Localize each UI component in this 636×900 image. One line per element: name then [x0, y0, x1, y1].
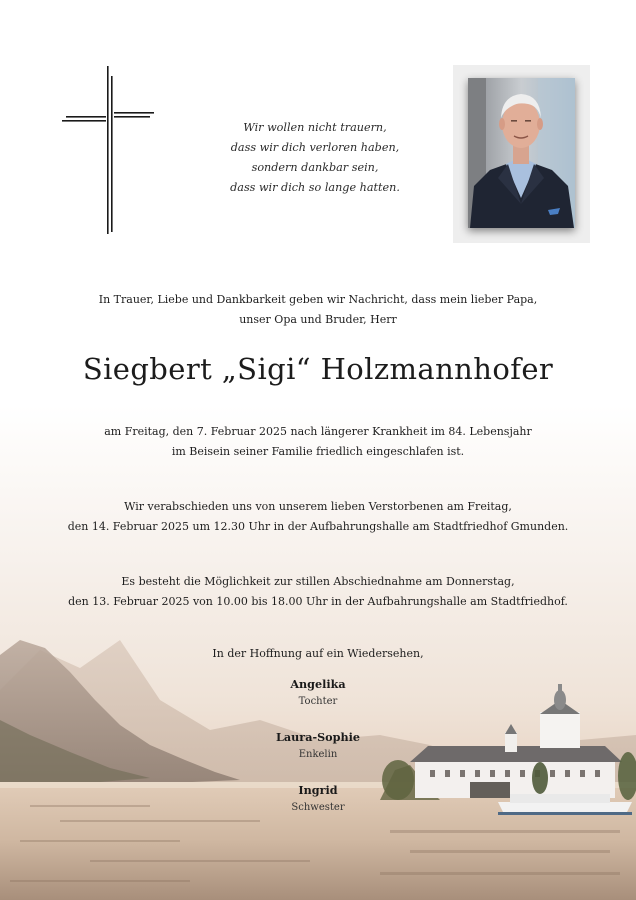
memorial-quote [200, 118, 430, 198]
death-info-line: im Beisein seiner Familie friedlich eingeschlafen ist. [171, 445, 465, 458]
mourner-entry [0, 781, 636, 817]
funeral-info [0, 497, 636, 537]
farewell-info-line: den 13. Februar 2025 von 10.00 bis 18.00 Uhr in der Aufbahrungshalle am Stadtfriedhof. [68, 595, 568, 608]
quote-line: Wir wollen nicht trauern, [243, 121, 387, 134]
mourner-relation: Schwester [291, 802, 345, 813]
mourner-relation: Enkelin [298, 749, 338, 760]
farewell-info [0, 572, 636, 612]
announcement-line: unser Opa und Bruder, Herr [239, 313, 397, 326]
mourner-name: Angelika [290, 677, 346, 691]
mourner-name: Ingrid [298, 783, 338, 797]
funeral-info-line: den 14. Februar 2025 um 12.30 Uhr in der Aufbahrungshalle am Stadtfriedhof Gmunden. [67, 520, 569, 533]
deceased-name: Siegbert „Sigi“ Holzmannhofer [82, 352, 554, 386]
cross-icon [62, 66, 154, 234]
announcement-text [0, 290, 636, 330]
announcement-line: In Trauer, Liebe und Dankbarkeit geben wir Nachricht, dass mein lieber Papa, [98, 293, 538, 306]
closing-line: In der Hoffnung auf ein Wiedersehen, [212, 647, 424, 660]
portrait-frame [453, 65, 590, 243]
funeral-info-line: Wir verabschieden uns von unserem lieben Verstorbenen am Freitag, [124, 500, 512, 513]
portrait-photo [468, 78, 575, 228]
quote-line: dass wir dich so lange hatten. [230, 181, 400, 194]
mourner-relation: Tochter [298, 696, 338, 707]
mourner-entry [0, 728, 636, 764]
closing-text [0, 644, 636, 664]
mourner-entry [0, 675, 636, 711]
quote-line: sondern dankbar sein, [251, 161, 379, 174]
death-info-line: am Freitag, den 7. Februar 2025 nach längerer Krankheit im 84. Lebensjahr [104, 425, 532, 438]
farewell-info-line: Es besteht die Möglichkeit zur stillen Abschiednahme am Donnerstag, [121, 575, 515, 588]
death-info [0, 422, 636, 462]
quote-line: dass wir dich verloren haben, [230, 141, 400, 154]
mourner-name: Laura-Sophie [276, 730, 360, 744]
